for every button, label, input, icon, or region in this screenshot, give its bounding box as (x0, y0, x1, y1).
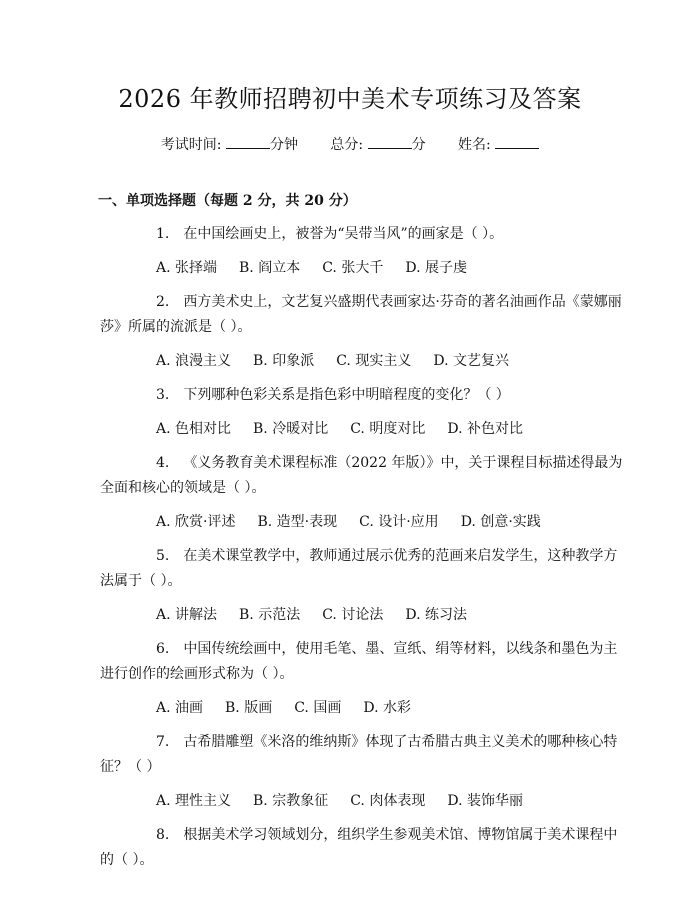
option-list (100, 697, 630, 719)
answer-option: D. 练习法 (405, 607, 467, 623)
answer-option: A. 色相对比 (156, 421, 232, 437)
answer-option: A. 油画 (156, 700, 204, 716)
exam-time-blank (226, 134, 270, 149)
answer-option: C. 国画 (294, 700, 342, 716)
answer-option: A. 张择端 (156, 260, 218, 276)
option-list (100, 604, 630, 626)
option-list (100, 790, 630, 812)
question-number: 5. (156, 548, 170, 564)
question-text (100, 451, 630, 501)
answer-option: C. 现实主义 (336, 353, 412, 369)
question-item (100, 730, 630, 812)
answer-option: A. 理性主义 (156, 793, 232, 809)
question-text (100, 823, 630, 873)
answer-option: A. 讲解法 (156, 607, 218, 623)
answer-option: C. 明度对比 (350, 421, 426, 437)
answer-option: C. 肉体表现 (350, 793, 426, 809)
question-text (100, 222, 630, 247)
question-item (100, 222, 630, 279)
question-stem: 古希腊雕塑《米洛的维纳斯》体现了古希腊古典主义美术的哪种核心特征？（ ） (100, 734, 618, 775)
answer-option: D. 补色对比 (447, 421, 523, 437)
total-score-suffix: 分 (411, 137, 426, 153)
answer-option: A. 浪漫主义 (156, 353, 232, 369)
question-number: 2. (156, 294, 170, 310)
option-list (100, 350, 630, 372)
question-stem: 在美术课堂教学中，教师通过展示优秀的范画来启发学生，这种教学方法属于（ ）。 (100, 548, 618, 589)
question-stem: 在中国绘画史上，被誉为“吴带当风”的画家是（ ）。 (183, 226, 504, 242)
answer-option: D. 文艺复兴 (433, 353, 509, 369)
exam-meta (70, 134, 630, 155)
question-number: 3. (156, 387, 170, 403)
answer-option: B. 冷暖对比 (253, 421, 329, 437)
name-blank (495, 134, 539, 149)
question-stem: 根据美术学习领域划分，组织学生参观美术馆、博物馆属于美术课程中的（ ）。 (100, 827, 618, 868)
question-text (100, 383, 630, 408)
answer-option: B. 版画 (225, 700, 273, 716)
answer-option: B. 造型·表现 (257, 514, 338, 530)
question-stem: 《义务教育美术课程标准（2022 年版）》中，关于课程目标描述得最为全面和核心的领域是（ ）。 (100, 455, 623, 496)
exam-time-suffix: 分钟 (269, 137, 298, 153)
answer-option: D. 展子虔 (405, 260, 467, 276)
question-stem: 西方美术史上，文艺复兴盛期代表画家达·芬奇的著名油画作品《蒙娜丽莎》所属的流派是（ ）。 (100, 294, 622, 335)
question-list (100, 222, 630, 873)
total-score-field (330, 134, 425, 155)
document-title: 2026 年教师招聘初中美术专项练习及答案 (118, 85, 582, 113)
question-number: 8. (156, 827, 170, 843)
name-field (458, 134, 539, 155)
option-list (100, 257, 630, 279)
answer-option: C. 讨论法 (322, 607, 384, 623)
answer-option: B. 宗教象征 (253, 793, 329, 809)
question-text (100, 290, 630, 340)
question-item (100, 383, 630, 440)
name-label: 姓名: (458, 137, 491, 153)
question-number: 6. (156, 641, 170, 657)
exam-time-field (161, 134, 298, 155)
total-score-blank (368, 134, 412, 149)
answer-option: B. 示范法 (239, 607, 301, 623)
section-heading: 一、单项选择题（每题 2 分，共 20 分） (98, 193, 357, 209)
answer-option: C. 张大千 (322, 260, 384, 276)
answer-option: A. 欣赏·评述 (156, 514, 236, 530)
answer-option: D. 水彩 (363, 700, 411, 716)
question-stem: 下列哪种色彩关系是指色彩中明暗程度的变化？（ ） (183, 387, 510, 403)
question-item (100, 823, 630, 873)
question-item (100, 451, 630, 533)
question-item (100, 544, 630, 626)
question-item (100, 290, 630, 372)
question-number: 7. (156, 734, 170, 750)
question-text (100, 637, 630, 687)
answer-option: B. 印象派 (253, 353, 315, 369)
question-stem: 中国传统绘画中，使用毛笔、墨、宣纸、绢等材料，以线条和墨色为主进行创作的绘画形式称为（ ）。 (100, 641, 618, 682)
answer-option: C. 设计·应用 (359, 514, 439, 530)
question-text (100, 544, 630, 594)
option-list (100, 511, 630, 533)
option-list (100, 418, 630, 440)
exam-time-label: 考试时间: (160, 137, 222, 153)
answer-option: B. 阎立本 (239, 260, 301, 276)
answer-option: D. 创意·实践 (460, 514, 541, 530)
total-score-label: 总分: (330, 137, 364, 153)
answer-option: D. 装饰华丽 (447, 793, 523, 809)
question-number: 4. (156, 455, 170, 471)
question-text (100, 730, 630, 780)
question-number: 1. (156, 226, 170, 242)
question-item (100, 637, 630, 719)
